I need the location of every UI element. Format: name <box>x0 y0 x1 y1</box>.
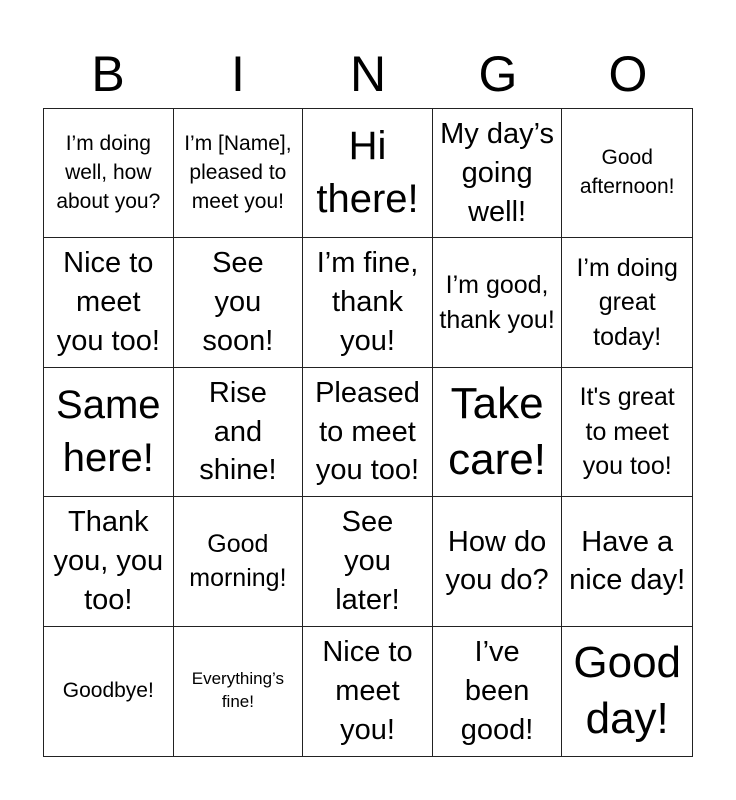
cell-text: Have a nice day! <box>569 525 686 597</box>
bingo-cell[interactable] <box>303 497 433 626</box>
bingo-board <box>43 108 693 757</box>
bingo-cell[interactable] <box>174 627 304 756</box>
cell-text: It's great to meet you too! <box>579 383 675 481</box>
cell-text: Nice to meet you too! <box>56 247 160 358</box>
header-letter-i: I <box>231 46 245 102</box>
cell-text: How do you do? <box>445 525 549 597</box>
cell-text: Same here! <box>56 383 161 480</box>
bingo-cell[interactable] <box>562 109 692 238</box>
bingo-cell[interactable] <box>562 627 692 756</box>
bingo-cell[interactable] <box>174 238 304 367</box>
cell-text: Hi there! <box>316 124 419 222</box>
bingo-cell[interactable] <box>562 238 692 367</box>
cell-text: I’m fine, thank you! <box>316 247 419 358</box>
bingo-cell[interactable] <box>433 497 563 626</box>
bingo-cell[interactable] <box>303 109 433 238</box>
bingo-cell[interactable] <box>174 109 304 238</box>
cell-text: Good morning! <box>189 529 287 593</box>
bingo-cell[interactable] <box>303 627 433 756</box>
bingo-cell[interactable] <box>303 368 433 497</box>
bingo-cell[interactable] <box>433 109 563 238</box>
bingo-cell[interactable] <box>303 238 433 367</box>
cell-text: I’m [Name], pleased to meet you! <box>184 131 292 213</box>
bingo-cell[interactable] <box>44 368 174 497</box>
cell-text: I’m doing great today! <box>576 253 678 351</box>
cell-text: Nice to meet you! <box>322 636 413 746</box>
bingo-cell[interactable] <box>44 109 174 238</box>
header-letter-o: O <box>608 46 648 102</box>
cell-text: See you soon! <box>202 247 274 358</box>
cell-text: Good afternoon! <box>579 146 675 199</box>
bingo-cell[interactable] <box>44 497 174 626</box>
bingo-cell[interactable] <box>562 497 692 626</box>
bingo-header <box>43 40 693 108</box>
bingo-cell[interactable] <box>174 368 304 497</box>
cell-text: Thank you, you too! <box>53 506 164 616</box>
bingo-cell[interactable] <box>433 238 563 367</box>
cell-text: I’ve been good! <box>460 636 534 746</box>
cell-text: See you later! <box>335 506 400 616</box>
header-letter-n: N <box>349 46 387 102</box>
bingo-cell[interactable] <box>433 627 563 756</box>
bingo-cell[interactable] <box>562 368 692 497</box>
cell-text: I’m good, thank you! <box>439 271 555 334</box>
cell-text: My day’s going well! <box>440 117 555 228</box>
bingo-cell[interactable] <box>433 368 563 497</box>
bingo-cell[interactable] <box>174 497 304 626</box>
header-letter-b: B <box>91 46 125 102</box>
cell-text: Take care! <box>448 378 546 484</box>
cell-text: I’m doing well, how about you? <box>56 131 161 213</box>
cell-text: Good day! <box>573 637 682 744</box>
cell-text: Goodbye! <box>62 678 154 702</box>
header-letter-g: G <box>478 46 518 102</box>
cell-text: Pleased to meet you too! <box>315 376 420 487</box>
cell-text: Everything’s fine! <box>191 669 285 712</box>
bingo-cell[interactable] <box>44 627 174 756</box>
cell-text: Rise and shine! <box>199 376 277 487</box>
bingo-cell[interactable] <box>44 238 174 367</box>
